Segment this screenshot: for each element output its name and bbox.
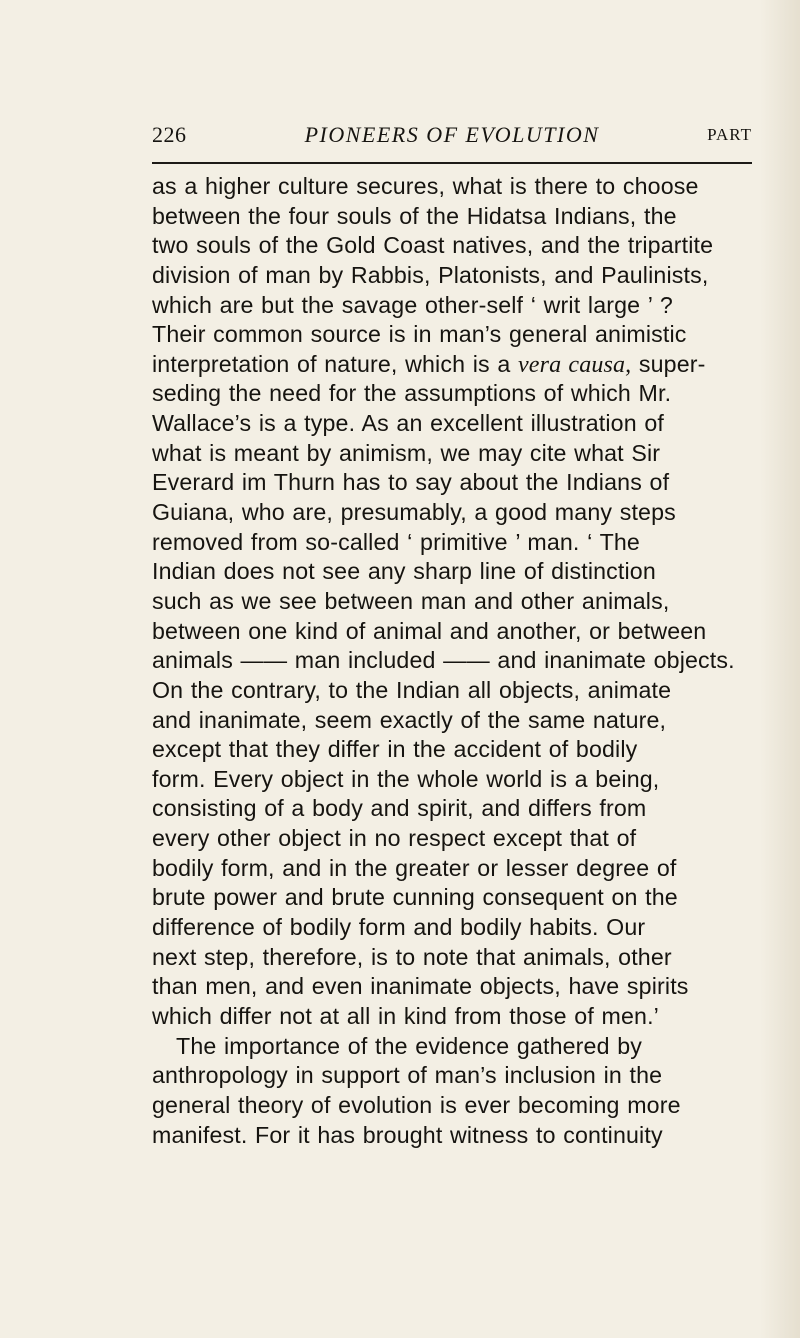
text-line: difference of bodily form and bodily habits. Our bbox=[152, 914, 646, 941]
italic-term: vera causa, bbox=[518, 351, 632, 378]
text-run: interpretation of nature, which is a bbox=[152, 350, 518, 377]
text-line: such as we see between man and other animals, bbox=[152, 587, 670, 614]
page-number: 226 bbox=[152, 122, 187, 147]
text-line: Their common source is in man’s general animistic bbox=[152, 321, 687, 348]
text-run: super- bbox=[631, 350, 706, 377]
text-line: than men, and even inanimate objects, have spirits bbox=[152, 973, 689, 1000]
text-line: Wallace’s is a type. As an excellent illustration of bbox=[152, 410, 664, 437]
text-line: as a higher culture secures, what is there to choose bbox=[152, 173, 699, 199]
header-rule bbox=[152, 162, 752, 164]
text-line: which are but the savage other-self ‘ writ large ’ ? bbox=[152, 291, 673, 318]
text-line: between the four souls of the Hidatsa Indians, the bbox=[152, 202, 677, 229]
text-line: Everard im Thurn has to say about the Indians of bbox=[152, 469, 670, 496]
text-line: animals —— man included —— and inanimate objects. bbox=[152, 647, 735, 674]
text-line: what is meant by animism, we may cite what Sir bbox=[152, 439, 661, 466]
running-head bbox=[152, 122, 752, 156]
text-line: manifest. For it has brought witness to continuity bbox=[152, 1121, 663, 1148]
text-line: every other object in no respect except that of bbox=[152, 825, 637, 852]
text-line: between one kind of animal and another, or between bbox=[152, 617, 707, 644]
text-line bbox=[152, 350, 760, 380]
text-line: division of man by Rabbis, Platonists, and Paulinists, bbox=[152, 261, 709, 288]
text-line: form. Every object in the whole world is a being, bbox=[152, 765, 660, 792]
text-line: except that they differ in the accident of bodily bbox=[152, 736, 638, 763]
text-line: general theory of evolution is ever becoming more bbox=[152, 1091, 681, 1118]
text-line: consisting of a body and spirit, and differs from bbox=[152, 795, 647, 822]
text-line: brute power and brute cunning consequent on the bbox=[152, 884, 678, 911]
text-line: bodily form, and in the greater or lesser degree of bbox=[152, 854, 677, 881]
paragraph-start-line: The importance of the evidence gathered by bbox=[176, 1032, 643, 1059]
text-line: anthropology in support of man’s inclusion in the bbox=[152, 1062, 663, 1089]
body-text bbox=[152, 172, 760, 1150]
text-line: Guiana, who are, presumably, a good many steps bbox=[152, 499, 676, 526]
text-line: seding the need for the assumptions of which Mr. bbox=[152, 380, 672, 407]
running-title: PIONEERS OF EVOLUTION bbox=[304, 122, 600, 147]
text-line: Indian does not see any sharp line of distinction bbox=[152, 558, 656, 585]
text-line: which differ not at all in kind from those of men.’ bbox=[152, 1002, 659, 1029]
text-line: two souls of the Gold Coast natives, and the tripartite bbox=[152, 232, 714, 259]
page-edge-shadow bbox=[760, 0, 800, 1338]
part-label: PART bbox=[707, 125, 752, 144]
text-line: removed from so-called ‘ primitive ’ man. ‘ The bbox=[152, 528, 640, 555]
text-line: next step, therefore, is to note that animals, other bbox=[152, 943, 672, 970]
text-line: and inanimate, seem exactly of the same nature, bbox=[152, 706, 667, 733]
text-line: On the contrary, to the Indian all objects, animate bbox=[152, 676, 672, 703]
